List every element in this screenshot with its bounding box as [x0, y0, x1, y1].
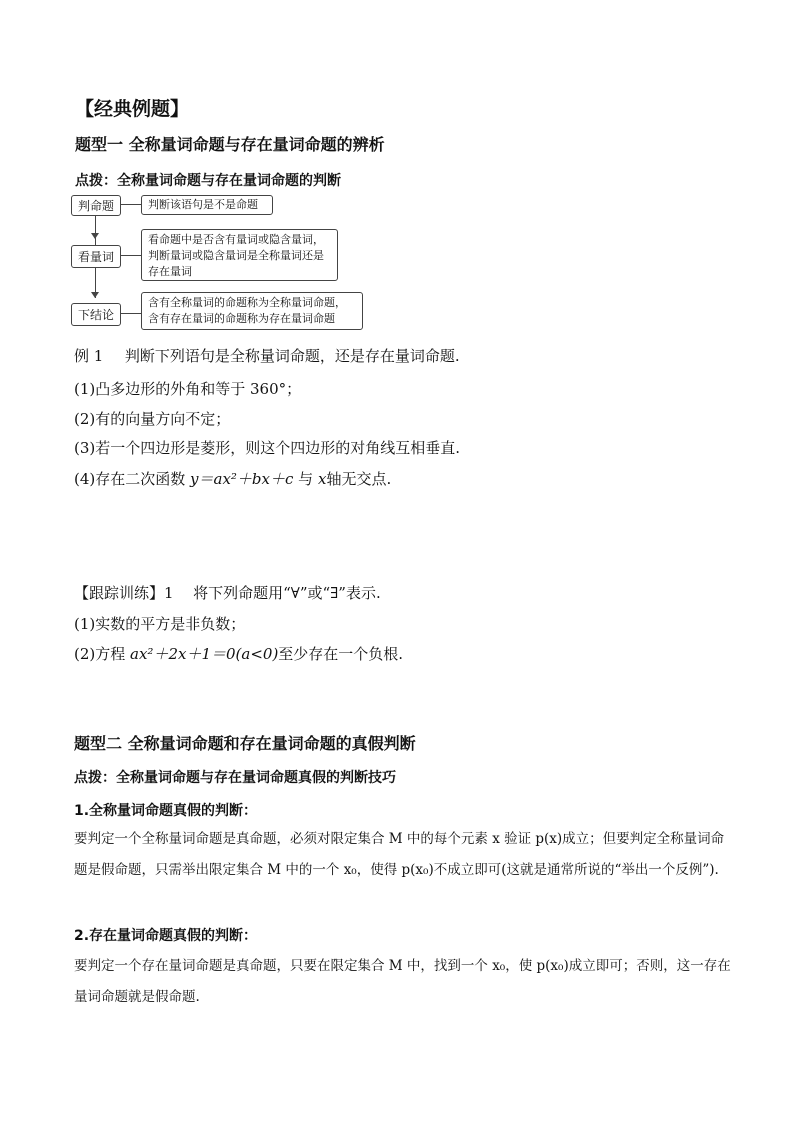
section2-tip: 点拨：全称量词命题与存在量词命题真假的判断技巧 — [74, 770, 396, 786]
sub1-text: 要判定一个全称量词命题是真命题，必须对限定集合 M 中的每个元素 x 验证 p(x)成立；但要判定全称量词命题是假命题，只需举出限定集合 M 中的一个 x₀，使得 p(x₀)不成立即可(这就是通常所说的“举出一个反例”). — [74, 831, 725, 878]
example-label: 例 1 — [74, 347, 104, 365]
section1-tip: 点拨：全称量词命题与存在量词命题的判断 — [75, 173, 341, 189]
h-connector — [120, 313, 141, 314]
flow-step-3: 下结论 — [71, 303, 121, 326]
formula: ax²＋2x＋1＝0(a<0) — [130, 645, 279, 663]
practice-label: 【跟踪训练】1 — [74, 584, 174, 602]
example-1 — [74, 345, 460, 366]
flow-step-2: 看量词 — [71, 245, 121, 268]
section2-title: 题型二 全称量词命题和存在量词命题的真假判断 — [74, 734, 416, 753]
sub1-title: 1.全称量词命题真假的判断： — [74, 803, 258, 819]
flow-desc-3: 含有全称量词的命题称为全称量词命题，含有存在量词的命题称为存在量词命题 — [141, 292, 363, 330]
example-item-4: (4)存在二次函数 y＝ax²＋bx＋c 与 x轴无交点. — [74, 470, 392, 488]
arrow-down-icon — [91, 233, 99, 239]
h-connector — [120, 204, 141, 205]
practice-item-2: (2)方程 ax²＋2x＋1＝0(a<0)至少存在一个负根. — [74, 645, 404, 663]
example-item-1: (1)凸多边形的外角和等于 360°； — [74, 380, 302, 398]
flow-step-1: 判命题 — [71, 195, 121, 216]
sub2-text: 要判定一个存在量词命题是真命题，只要在限定集合 M 中，找到一个 x₀，使 p(x₀)成立即可；否则，这一存在量词命题就是假命题. — [74, 958, 731, 1005]
flow-desc-1: 判断该语句是不是命题 — [141, 195, 273, 215]
sub2-title: 2.存在量词命题真假的判断： — [74, 928, 258, 944]
formula: y＝ax²＋bx＋c — [190, 470, 294, 488]
example-item-2: (2)有的向量方向不定； — [74, 410, 231, 428]
practice-item-1: (1)实数的平方是非负数； — [74, 615, 246, 633]
arrow-down-icon — [91, 292, 99, 298]
flow-desc-2: 看命题中是否含有量词或隐含量词，判断量词或隐含量词是全称量词还是存在量词 — [141, 229, 338, 281]
section1-title: 题型一 全称量词命题与存在量词命题的辨析 — [75, 135, 385, 154]
example-item-3: (3)若一个四边形是菱形，则这个四边形的对角线互相垂直. — [74, 439, 461, 457]
page-heading: 【经典例题】 — [75, 98, 190, 120]
practice-header — [74, 582, 381, 603]
example-text: 判断下列语句是全称量词命题，还是存在量词命题. — [124, 347, 460, 365]
h-connector — [120, 255, 141, 256]
practice-text: 将下列命题用“∀”或“∃”表示. — [193, 584, 381, 602]
